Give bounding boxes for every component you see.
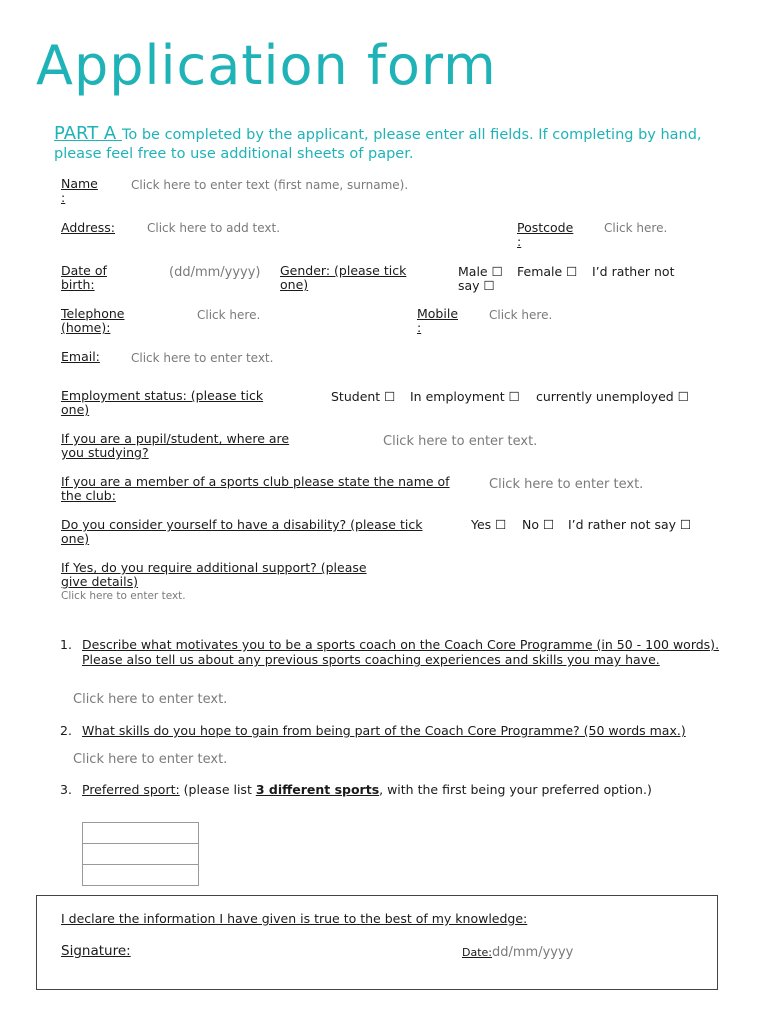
sport-1-field[interactable] [82, 822, 199, 844]
declaration-text: I declare the information I have given is true to the best of my knowledge: [61, 911, 528, 926]
support-field[interactable]: Click here to enter text. [61, 590, 186, 602]
declaration-box [36, 895, 718, 990]
question-3-number: 3. [60, 782, 72, 797]
telephone-field[interactable]: Click here. [197, 308, 261, 322]
question-1 [60, 637, 750, 667]
sport-3-field[interactable] [82, 864, 199, 886]
dob-field[interactable]: (dd/mm/yyyy) [169, 265, 261, 280]
support-label: If Yes, do you require additional support? (please give details) [61, 560, 367, 589]
question-2-text: What skills do you hope to gain from being part of the Coach Core Programme? (50 words max.) [82, 723, 686, 738]
address-field[interactable]: Click here to add text. [147, 221, 281, 235]
disability-yes-checkbox[interactable]: Yes ☐ [471, 517, 507, 532]
question-2-field[interactable]: Click here to enter text. [73, 752, 228, 767]
employment-label: Employment status: (please tick one) [61, 388, 264, 417]
question-1-field[interactable]: Click here to enter text. [73, 692, 228, 707]
postcode-label: Postcode : [517, 220, 574, 249]
sport-2-field[interactable] [82, 843, 199, 865]
gender-rather-not-say-checkbox[interactable]: I’d rather not [592, 264, 675, 279]
question-2-number: 2. [60, 723, 72, 738]
preferred-sport-label: Preferred sport: [82, 782, 180, 797]
intro-text [54, 124, 724, 164]
gender-female-checkbox[interactable]: Female ☐ [517, 264, 578, 279]
address-label: Address: [61, 220, 115, 235]
date-group [462, 944, 573, 960]
question-3 [60, 782, 750, 797]
employment-unemployed-checkbox[interactable]: currently unemployed ☐ [536, 389, 689, 404]
preferred-sport-bold: 3 different sports [255, 782, 380, 797]
disability-rather-not-say-checkbox[interactable]: I’d rather not say ☐ [568, 517, 692, 532]
page-title: Application form [36, 34, 497, 97]
preferred-sport-instructions-a: (please list [179, 782, 256, 797]
pupil-field[interactable]: Click here to enter text. [383, 434, 538, 449]
intro-instructions: To be completed by the applicant, please enter all fields. If completing by hand, please feel free to use additional sheets of paper. [54, 127, 702, 162]
question-2 [60, 723, 750, 738]
question-1-number: 1. [60, 637, 72, 652]
name-field[interactable]: Click here to enter text (first name, surname). [131, 178, 409, 192]
disability-no-checkbox[interactable]: No ☐ [522, 517, 555, 532]
postcode-field[interactable]: Click here. [604, 221, 668, 235]
club-label: If you are a member of a sports club please state the name of the club: [61, 474, 450, 503]
email-field[interactable]: Click here to enter text. [131, 351, 274, 365]
employment-employed-checkbox[interactable]: In employment ☐ [410, 389, 520, 404]
mobile-field[interactable]: Click here. [489, 308, 553, 322]
employment-student-checkbox[interactable]: Student ☐ [331, 389, 396, 404]
telephone-label: Telephone (home): [61, 306, 125, 335]
email-label: Email: [61, 349, 100, 364]
date-field[interactable]: dd/mm/yyyy [492, 945, 574, 960]
signature-label: Signature: [61, 943, 131, 959]
gender-rather-not-say-checkbox-end[interactable]: say ☐ [458, 278, 495, 293]
mobile-label: Mobile : [417, 306, 459, 335]
question-1-text: Describe what motivates you to be a sports coach on the Coach Core Programme (in 50 - 100 words). Please also tell us about any previous sports coaching experiences and skills you may have. [82, 637, 720, 667]
gender-label: Gender: (please tick one) [280, 263, 407, 292]
part-a-heading: PART A [54, 123, 122, 144]
date-label: Date: [462, 946, 492, 959]
disability-label: Do you consider yourself to have a disability? (please tick one) [61, 517, 423, 546]
pupil-label: If you are a pupil/student, where are you studying? [61, 431, 290, 460]
preferred-sport-instructions-b: , with the first being your preferred option.) [379, 782, 652, 797]
club-field[interactable]: Click here to enter text. [489, 477, 644, 492]
dob-label: Date of birth: [61, 263, 107, 292]
gender-male-checkbox[interactable]: Male ☐ [458, 264, 503, 279]
name-label: Name : [61, 176, 98, 205]
